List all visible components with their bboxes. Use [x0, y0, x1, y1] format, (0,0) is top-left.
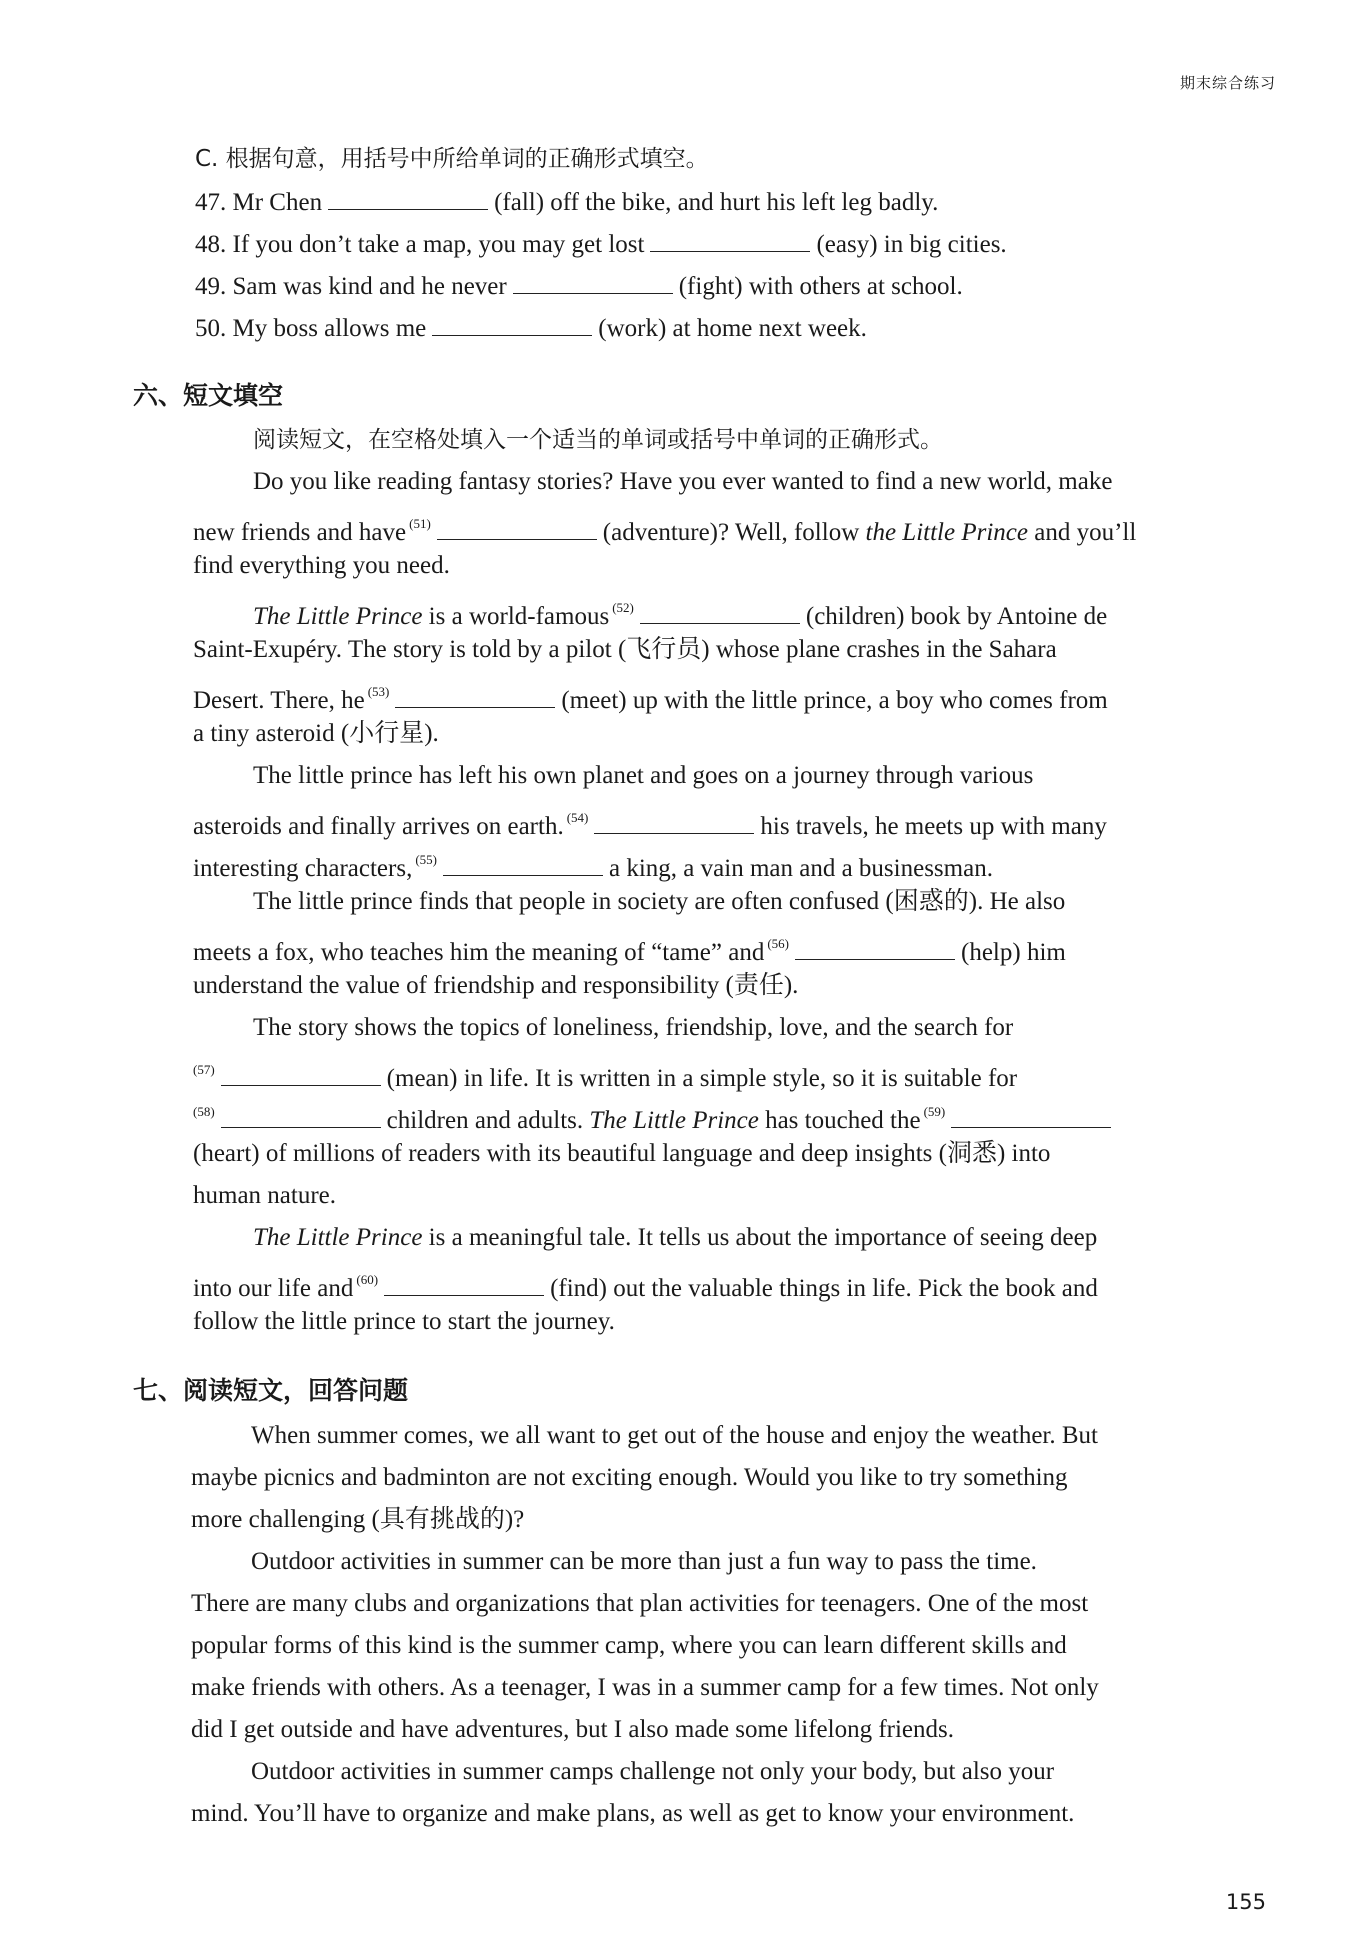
passage-line: Saint-Exupéry. The story is told by a pilot (飞行员) whose plane crashes in the Sahara	[193, 636, 1057, 663]
section-6-heading: 六、短文填空	[133, 381, 284, 410]
reading-line: more challenging (具有挑战的)?	[191, 1506, 525, 1533]
passage-line: a tiny asteroid (小行星).	[193, 720, 439, 747]
blank-number-53: (53)	[367, 684, 390, 699]
passage-line: The little prince finds that people in society are often confused (困惑的). He also	[253, 888, 1066, 915]
passage-line: Do you like reading fantasy stories? Have you ever wanted to find a new world, make	[253, 468, 1113, 495]
answer-blank-53[interactable]	[395, 683, 555, 708]
reading-line: make friends with others. As a teenager, I was in a summer camp for a few times. Not only	[191, 1674, 1099, 1701]
question-49: 49. Sam was kind and he never (fight) with others at school.	[195, 269, 963, 303]
section-7-heading: 七、阅读短文，回答问题	[133, 1376, 409, 1405]
question-50: 50. My boss allows me (work) at home next week.	[195, 311, 867, 345]
passage-line: The little prince has left his own planet and goes on a journey through various	[253, 762, 1034, 789]
passage-line: find everything you need.	[193, 552, 450, 579]
passage-line: The Little Prince is a meaningful tale. It tells us about the importance of seeing deep	[253, 1224, 1098, 1251]
answer-blank-55[interactable]	[443, 851, 603, 876]
blank-number-56: (56)	[767, 936, 789, 951]
section-c-title: C. 根据句意，用括号中所给单词的正确形式填空。	[195, 146, 709, 172]
answer-blank-50[interactable]	[432, 311, 592, 336]
answer-blank-51[interactable]	[437, 515, 597, 540]
passage-line: into our life and $^{(60)}$ (find) out the valuable things in life. Pick the book and	[193, 1272, 1098, 1302]
reading-line: popular forms of this kind is the summer camp, where you can learn different skills and	[191, 1632, 1067, 1659]
blank-number-59: (59)	[923, 1104, 946, 1119]
passage-line: meets a fox, who teaches him the meaning of “tame” and $^{(56)}$ (help) him	[193, 936, 1066, 966]
reading-line: Outdoor activities in summer can be more than just a fun way to pass the time.	[251, 1548, 1037, 1575]
passage-line: Desert. There, he $^{(53)}$ (meet) up with the little prince, a boy who comes from	[193, 684, 1108, 714]
reading-line: Outdoor activities in summer camps challenge not only your body, but also your	[251, 1758, 1055, 1785]
answer-blank-56[interactable]	[795, 935, 955, 960]
blank-number-57: (57)	[193, 1062, 215, 1077]
passage-line: human nature.	[193, 1182, 337, 1209]
passage-line: $^{(57)}$ (mean) in life. It is written in a simple style, so it is suitable for	[193, 1062, 1018, 1092]
blank-number-51: (51)	[409, 516, 431, 531]
answer-blank-60[interactable]	[384, 1271, 544, 1296]
answer-blank-57[interactable]	[221, 1061, 381, 1086]
answer-blank-58[interactable]	[221, 1103, 381, 1128]
passage-line: The Little Prince is a world-famous $^{(52)}$ (children) book by Antoine de	[253, 600, 1108, 630]
answer-blank-54[interactable]	[594, 809, 754, 834]
reading-line: There are many clubs and organizations that plan activities for teenagers. One of the most	[191, 1590, 1089, 1617]
blank-number-54: (54)	[566, 810, 589, 825]
blank-number-60: (60)	[356, 1272, 379, 1287]
passage-line: The story shows the topics of loneliness, friendship, love, and the search for	[253, 1014, 1014, 1041]
passage-line: (heart) of millions of readers with its beautiful language and deep insights (洞悉) into	[193, 1140, 1051, 1167]
answer-blank-47[interactable]	[328, 185, 488, 210]
passage-line: asteroids and finally arrives on earth. $^{(54)}$ his travels, he meets up with many	[193, 810, 1107, 840]
blank-number-58: (58)	[193, 1104, 215, 1119]
question-48: 48. If you don’t take a map, you may get lost (easy) in big cities.	[195, 227, 1007, 261]
reading-line: maybe picnics and badminton are not exciting enough. Would you like to try something	[191, 1464, 1068, 1491]
section-6-instruction: 阅读短文，在空格处填入一个适当的单词或括号中单词的正确形式。	[253, 427, 943, 453]
reading-line: When summer comes, we all want to get out of the house and enjoy the weather. But	[251, 1422, 1098, 1449]
page-header: 期末综合练习	[1179, 74, 1276, 92]
page-number: 155	[1225, 1890, 1266, 1914]
answer-blank-59[interactable]	[951, 1103, 1111, 1128]
reading-line: did I get outside and have adventures, but I also made some lifelong friends.	[191, 1716, 954, 1743]
passage-line: understand the value of friendship and responsibility (责任).	[193, 972, 799, 999]
reading-line: mind. You’ll have to organize and make plans, as well as get to know your environment.	[191, 1800, 1075, 1827]
passage-line: $^{(58)}$ children and adults. The Little Prince has touched the $^{(59)}$	[193, 1096, 1117, 1137]
blank-number-52: (52)	[612, 600, 634, 615]
blank-number-55: (55)	[415, 852, 438, 867]
passage-line: interesting characters, $^{(55)}$ a king, a vain man and a businessman.	[193, 852, 993, 882]
question-47: 47. Mr Chen (fall) off the bike, and hurt his left leg badly.	[195, 185, 938, 219]
passage-line: new friends and have $^{(51)}$ (adventure)? Well, follow the Little Prince and you’ll	[193, 516, 1137, 546]
answer-blank-48[interactable]	[650, 227, 810, 252]
passage-line: follow the little prince to start the journey.	[193, 1308, 615, 1335]
answer-blank-52[interactable]	[640, 599, 800, 624]
answer-blank-49[interactable]	[513, 269, 673, 294]
